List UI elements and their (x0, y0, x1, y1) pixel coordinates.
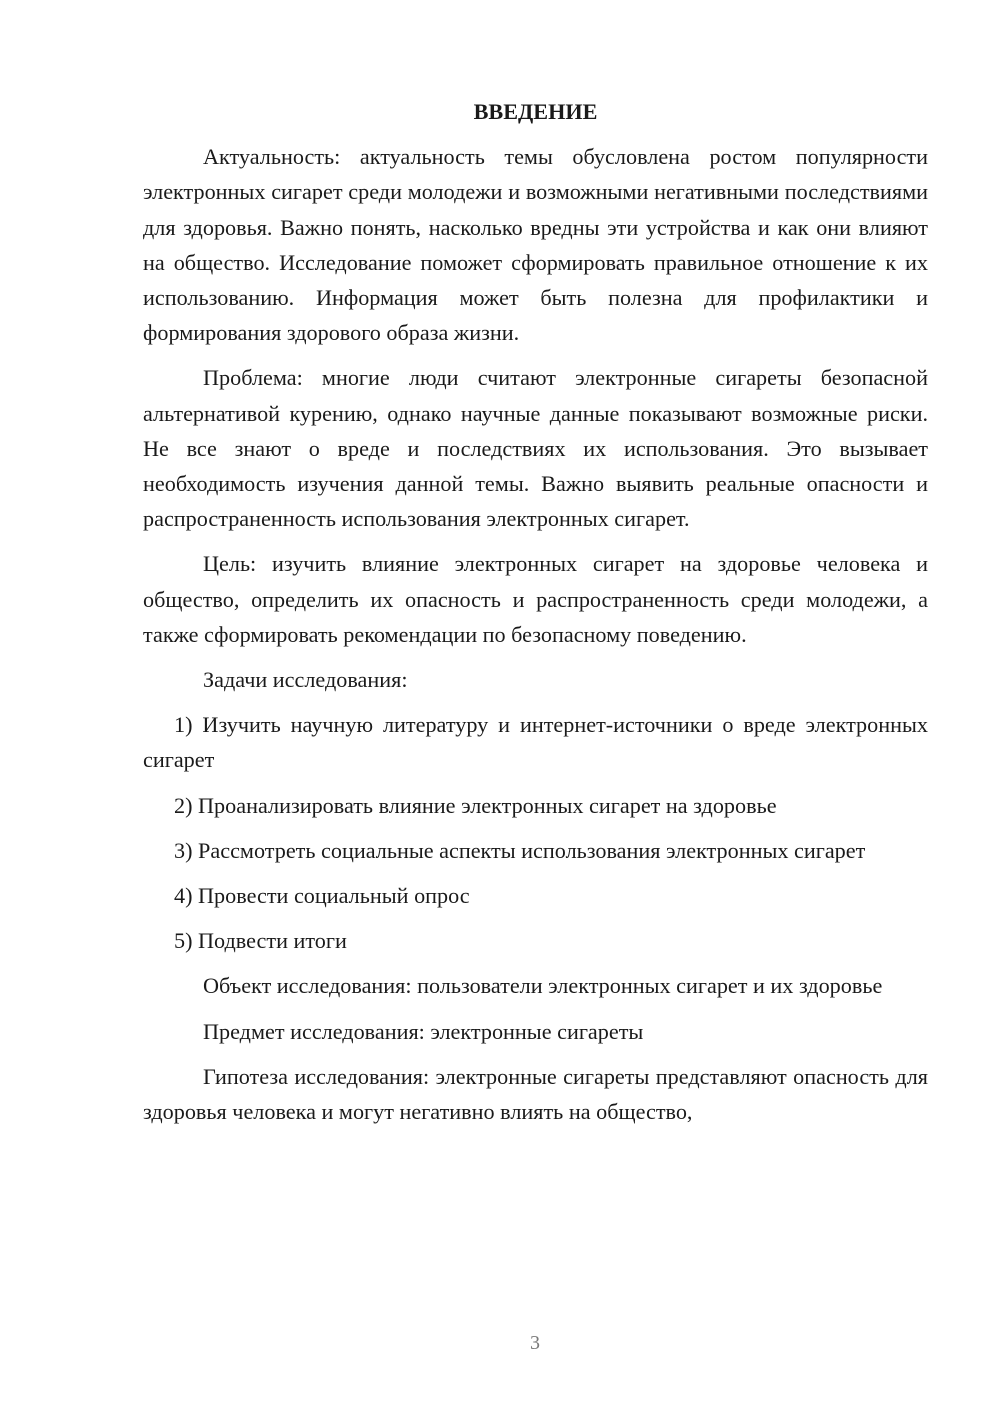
section-title: ВВЕДЕНИЕ (473, 99, 598, 124)
page-content (143, 94, 928, 1139)
task-item-3: 3) Рассмотреть социальные аспекты использования электронных сигарет (174, 837, 866, 863)
task-item-2: 2) Проанализировать влияние электронных сигарет на здоровье (174, 792, 777, 818)
subject-paragraph: Предмет исследования: электронные сигареты (203, 1018, 644, 1044)
relevance-paragraph: Актуальность: актуальность темы обусловлена ростом популярности электронных сигарет среди молодежи и возможными негативными последствиями для здоровья. Важно понять, насколько вредны эти устройства и как они влияют на общество. Исследование поможет сформировать правильное отношение к их использованию. Информация может быть полезна для профилактики и формирования здорового образа жизни. (143, 144, 928, 346)
hypothesis-paragraph: Гипотеза исследования: электронные сигареты представляют опасность для здоровья человека и могут негативно влиять на общество, (143, 1063, 928, 1125)
tasks-heading: Задачи исследования: (203, 667, 408, 693)
problem-paragraph: Проблема: многие люди считают электронные сигареты безопасной альтернативой курению, однако научные данные показывают возможные риски. Не все знают о вреде и последствиях их использования. Это вызывает необходимость изучения данной темы. Важно выявить реальные опасности и распространенность использования электронных сигарет. (143, 365, 928, 532)
object-paragraph: Объект исследования: пользователи электронных сигарет и их здоровье (203, 973, 883, 999)
task-item-5: 5) Подвести итоги (174, 928, 347, 954)
page-number: 3 (530, 1332, 540, 1354)
goal-paragraph: Цель: изучить влияние электронных сигарет на здоровье человека и общество, определить их опасность и распространенность среди молодежи, а также сформировать рекомендации по безопасному поведению. (143, 551, 928, 647)
task-item-1: 1) Изучить научную литературу и интернет-источники о вреде электронных сигарет (143, 712, 928, 773)
task-item-4: 4) Провести социальный опрос (174, 883, 470, 909)
